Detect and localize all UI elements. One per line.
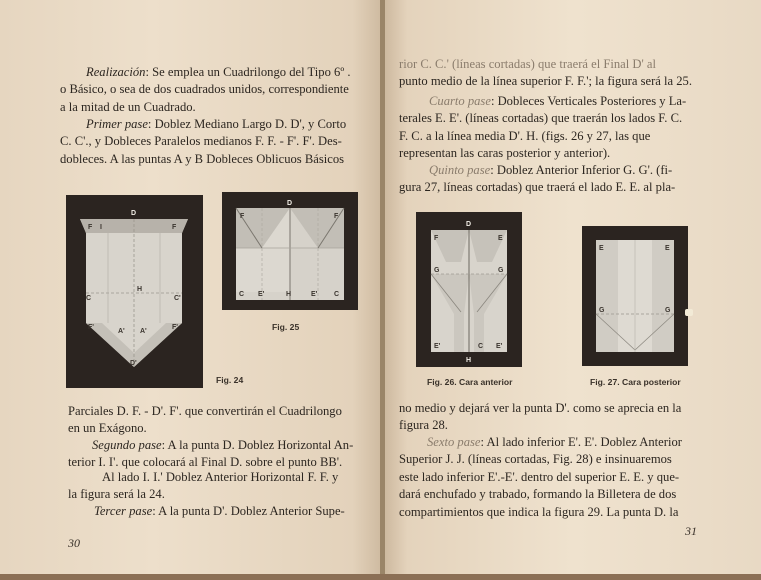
text-line: Al lado I. I.' Doblez Anterior Horizontal F. F. y [102,470,339,484]
figure-26-caption: Fig. 26. Cara anterior [427,377,513,387]
fig24-label: D [131,210,137,217]
text-line: Primer pase: Doblez Mediano Largo D. D', y Corto [86,117,347,131]
figure-27-drawing [582,226,688,366]
text-line: F. C. a la línea media D'. H. (figs. 26 y 27, las que [399,128,651,143]
fig24-label: F [88,224,93,231]
text-line: Tercer pase: A la punta D'. Doblez Anterior Supe- [94,504,345,518]
fig27-label: G [665,307,671,314]
text-line: punto medio de la línea superior F. F.'; la figura será la 25. [399,74,692,89]
text-line: Cuarto pase: Dobleces Verticales Posteriores y La- [429,94,687,108]
text-line: no medio y dejará ver la punta D'. como se aprecia en la [399,401,682,415]
fig25-label: E' [311,291,318,298]
fig25-label: H [286,291,292,298]
paragraph-sexto-pase [399,434,701,521]
fig25-label: F [334,213,339,220]
fig24-label: F' [88,324,94,331]
fig25-label: F [240,213,245,220]
text-line: compartimientos que indica la figura 29. La punta D. la [399,504,679,519]
text-line: terales E. E'. (líneas cortadas) que traerán los lados F. C. [399,111,683,126]
paragraph-al-lado [68,469,360,504]
fig25-label: C [334,291,340,298]
text-line: C. C'., y Dobleces Paralelos medianos F. F. - F'. F'. Des- [60,134,342,149]
fig26-label: E [498,235,503,242]
text-line: dobleces. A las puntas A y B Dobleces Oblicuos Básicos [60,151,345,166]
page-number-left: 30 [68,536,80,550]
fig26-label: C [478,343,484,350]
figure-24-caption: Fig. 24 [216,375,244,385]
paragraph-quinto-pase [399,162,699,197]
figure-27-caption: Fig. 27. Cara posterior [590,377,681,387]
fig26-label: G [434,267,440,274]
fig24-label: D' [130,360,137,367]
text-line: la figura será la 24. [68,487,165,502]
fig24-label: A' [140,328,147,335]
fig24-label: F [172,224,177,231]
page-number-right: 31 [685,524,697,538]
fig24-label: I [100,224,102,231]
text-line: Sexto pase: Al lado inferior E'. E'. Doblez Anterior [427,435,682,449]
fig26-label: H [466,357,472,364]
fig25-label: E' [258,291,265,298]
paragraph-no-medio [399,400,701,435]
text-line: a la mitad de un Cuadrado. [60,99,196,114]
text-line: rior C. C.' (líneas cortadas) que traerá el Final D' al [399,57,657,71]
fig27-label: G [599,307,605,314]
fig26-label: G [498,267,504,274]
fig26-label: E' [496,343,503,350]
fig27-label: E [665,245,670,252]
figure-25-photo [222,192,358,310]
text-line: en un Exágono. [68,421,147,436]
fig26-label: E' [434,343,441,350]
figure-24-drawing [66,195,203,388]
paragraph-segundo-pase [68,437,360,472]
text-line: este lado inferior E'.-E'. dentro del superior E. E. y que- [399,469,680,484]
fig25-label: D [287,200,293,207]
paragraph-rior [399,56,699,91]
fig27-label: E [599,245,604,252]
text-line: Parciales D. F. - D'. F'. que convertirán el Cuadrilongo [68,404,342,418]
text-line: Quinto pase: Doblez Anterior Inferior G. G'. (fi- [429,163,673,177]
paragraph-cuarto-pase [399,93,699,163]
paragraph-tercer-pase [68,503,360,520]
paper-scrap [685,309,693,316]
fig24-label: A' [118,328,125,335]
figure-26-drawing [416,212,522,367]
figure-25-drawing [222,192,358,310]
paragraph-realizacion [60,64,356,116]
text-line: dará enchufado y trabado, formando la Billetera de dos [399,487,677,502]
text-line: Segundo pase: A la punta D. Doblez Horizontal An- [92,438,354,452]
book-bottom-edge [0,574,761,580]
fig26-label: D [466,221,472,228]
text-line: o Básico, o sea de dos cuadrados unidos, correspondiente [60,82,349,97]
fig24-label: C [86,295,92,302]
fig24-label: C' [174,295,181,302]
text-line: gura 27, líneas cortadas) que traerá el lado E. E. al pla- [399,180,676,195]
figure-27-photo [582,226,688,366]
right-page [385,0,761,580]
fig25-label: C [239,291,245,298]
figure-26-photo [416,212,522,367]
paragraph-parciales [68,403,360,438]
figure-24-photo [66,195,203,388]
fig26-label: F [434,235,439,242]
fig24-label: F' [172,324,178,331]
text-line: Realización: Se emplea un Cuadrilongo del Tipo 6º . [86,65,351,79]
paragraph-primer-pase [60,116,356,168]
text-line: representan las caras posterior y anterior). [399,146,611,161]
text-line: Superior J. J. (líneas cortadas, Fig. 28) e insinuaremos [399,452,672,467]
text-line: figura 28. [399,418,448,433]
figure-25-caption: Fig. 25 [272,322,300,332]
fig24-label: H [137,286,143,293]
text-line: terior I. I'. que colocará al Final D. sobre el punto BB'. [68,455,343,470]
